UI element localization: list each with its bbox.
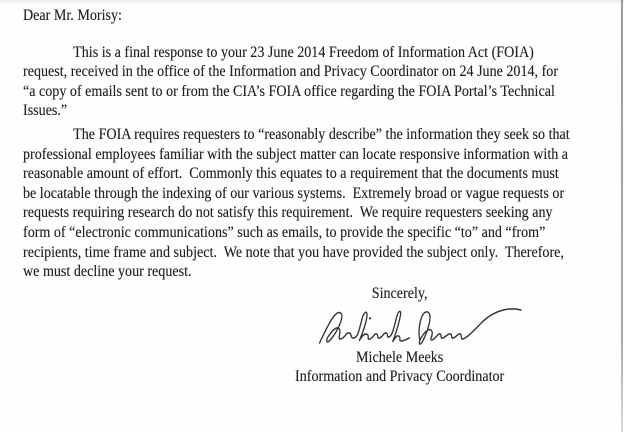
paragraph-2-line: recipients, time frame and subject. We note that you have provided the subject only. Therefore, bbox=[23, 243, 564, 261]
paragraph-1-line: This is a final response to your 23 June 2014 Freedom of Information Act (FOIA) bbox=[73, 43, 534, 61]
closing-block bbox=[241, 284, 558, 387]
paragraph-2-line: The FOIA requires requesters to “reasonably describe” the information they seek so that bbox=[73, 125, 570, 143]
paragraph-2-line: we must decline your request. bbox=[23, 263, 192, 281]
paragraph-2-line: professional employees familiar with the subject matter can locate responsive information with a bbox=[23, 145, 569, 163]
signature-image bbox=[315, 301, 527, 349]
paragraph-2-line: be locatable through the indexing of our various systems. Extremely broad or vague requests or bbox=[23, 184, 565, 202]
salutation: Dear Mr. Morisy: bbox=[23, 7, 122, 24]
paragraph-2-line: form of “electronic communications” such as emails, to provide the specific “to” and “from” bbox=[23, 223, 546, 241]
valediction: Sincerely, bbox=[371, 284, 428, 302]
paragraph-1-line: “a copy of emails sent to or from the CIA’s FOIA office regarding the FOIA Portal’s Technical bbox=[23, 82, 555, 100]
paragraph-1-line: request, received in the office of the Information and Privacy Coordinator on 24 June 2014, for bbox=[23, 63, 559, 81]
paragraph-2-line: reasonable amount of effort. Commonly this equates to a requirement that the documents must bbox=[23, 165, 559, 183]
signer-title: Information and Privacy Coordinator bbox=[295, 367, 505, 385]
letter-page bbox=[23, 6, 624, 386]
paragraph-2-line: requests requiring research do not satisfy this requirement. We require requesters seeking any bbox=[23, 204, 553, 222]
scan-top-edge bbox=[0, 0, 624, 5]
signer-name: Michele Meeks bbox=[356, 349, 444, 367]
paragraph-2 bbox=[23, 125, 624, 282]
paragraph-1 bbox=[23, 43, 624, 121]
paragraph-1-line: Issues.” bbox=[23, 102, 68, 120]
